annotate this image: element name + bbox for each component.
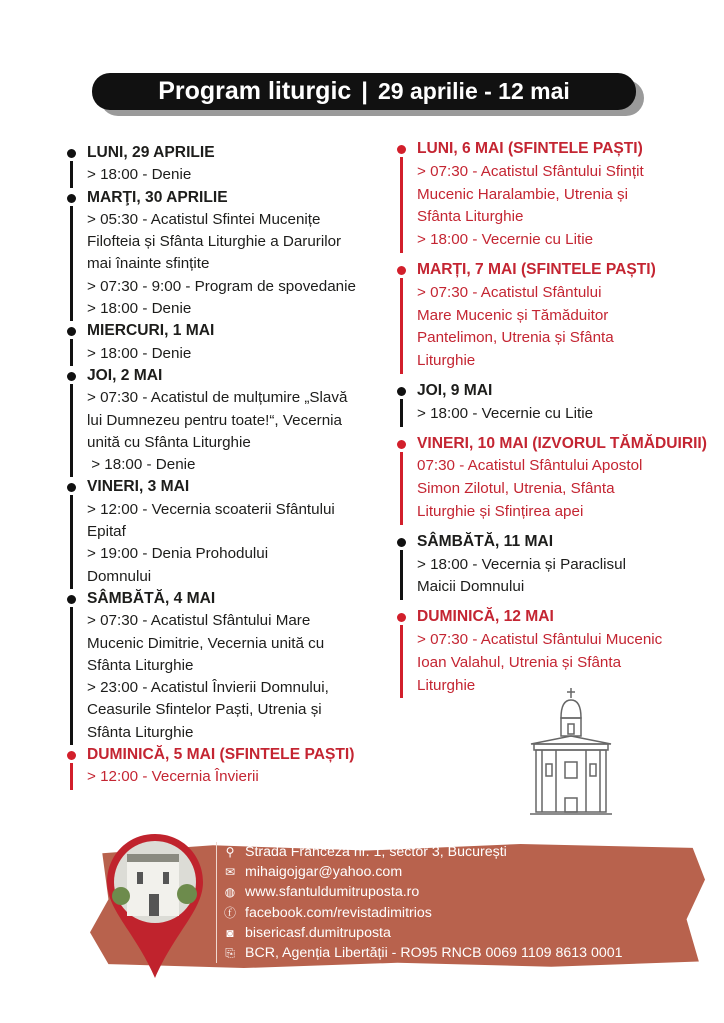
- service-line: > 07:30 - Acatistul Sfântului: [417, 283, 602, 301]
- service-line: > 07:30 - Acatistul Sfântului Mucenic: [417, 630, 663, 648]
- contact-item: [223, 842, 623, 862]
- day-header: LUNI, 6 MAI (SFINTELE PAȘTI): [417, 140, 643, 157]
- day-header: VINERI, 3 MAI: [87, 478, 190, 496]
- service-line: Ceasurile Sfintelor Paști, Utrenia și: [87, 701, 322, 719]
- service-line: Liturghie: [417, 676, 476, 694]
- day-header: MARŢI, 30 APRILIE: [87, 188, 228, 206]
- service-line: lui Dumnezeu pentru toate!“, Vecernia: [87, 411, 342, 429]
- service-line: > 07:30 - Acatistul Sfântului Mare: [87, 612, 311, 630]
- schedule-day: [394, 138, 714, 252]
- location-pin-icon: ⚲: [225, 845, 235, 859]
- map-pin-photo-icon: [105, 832, 205, 980]
- envelope-icon: ✉: [224, 865, 236, 880]
- schedule-day: [394, 259, 714, 373]
- service-line: > 18:00 - Denie: [87, 344, 192, 362]
- service-line: Liturghie: [417, 352, 476, 370]
- service-line: > 12:00 - Vecernia scoaterii Sfântului: [87, 500, 335, 518]
- contact-text: Strada Franceză nr. 1, sector 3, București: [245, 844, 507, 860]
- service-line: mai înainte sfințite: [87, 255, 210, 273]
- day-header: JOI, 9 MAI: [417, 381, 493, 399]
- service-line: > 18:00 - Denie: [87, 456, 196, 474]
- service-line: unită cu Sfânta Liturghie: [87, 433, 251, 451]
- service-line: > 18:00 - Denie: [87, 300, 192, 318]
- globe-icon: ◍: [224, 885, 236, 900]
- day-header: DUMINICĂ, 12 MAI: [417, 608, 554, 626]
- service-line: Pantelimon, Utrenia și Sfânta: [417, 329, 614, 347]
- service-line: > 19:00 - Denia Prohodului: [87, 545, 269, 563]
- day-header: VINERI, 10 MAI (IZVORUL TĂMĂDUIRII): [417, 434, 707, 452]
- contact-item: [223, 943, 623, 963]
- service-line: Sfânta Liturghie: [417, 208, 524, 226]
- page-title-banner: [92, 73, 636, 110]
- schedule-left-column: [64, 142, 394, 789]
- schedule-day: [64, 365, 394, 476]
- schedule-day: [394, 531, 714, 599]
- service-line: Liturghie și Sfințirea apei: [417, 502, 584, 520]
- day-header: DUMINICĂ, 5 MAI (SFINTELE PAȘTI): [87, 746, 355, 764]
- schedule-day: [64, 187, 394, 321]
- service-line: > 05:30 - Acatistul Sfintei Mucenițe: [87, 210, 321, 228]
- contact-list: [216, 842, 623, 963]
- day-header: SÂMBĂTĂ, 4 MAI: [87, 589, 216, 607]
- day-header: SÂMBĂTĂ, 11 MAI: [417, 532, 554, 550]
- service-line: Simon Zilotul, Utrenia, Sfânta: [417, 480, 615, 498]
- contact-text: BCR, Agenția Libertății - RO95 RNCB 0069 1109 8613 0001: [245, 945, 623, 962]
- service-line: Sfânta Liturghie: [87, 723, 194, 741]
- contact-text: mihaigojgar@yahoo.com: [245, 864, 403, 881]
- day-header: LUNI, 29 APRILIE: [87, 144, 215, 161]
- service-line: > 18:00 - Vecernie cu Litie: [417, 404, 594, 422]
- bank-icon: ⎘: [225, 946, 235, 961]
- service-line: > 18:00 - Vecernia și Paraclisul: [417, 555, 626, 573]
- service-line: Sfânta Liturghie: [87, 656, 194, 674]
- contact-item: [223, 862, 623, 882]
- contact-item: [223, 882, 623, 902]
- schedule-day: [64, 320, 394, 365]
- contact-text: bisericasf.dumitruposta: [245, 924, 391, 941]
- service-line: > 12:00 - Vecernia Învierii: [87, 768, 259, 786]
- church-illustration-icon: [528, 688, 614, 816]
- contact-footer: [90, 828, 710, 978]
- service-line: 07:30 - Acatistul Sfântului Apostol: [417, 457, 643, 475]
- page-title: Program liturgic: [158, 77, 352, 105]
- service-line: Mucenic Dimitrie, Vecernia unită cu: [87, 634, 325, 652]
- day-header: MARȚI, 7 MAI (SFINTELE PAȘTI): [417, 260, 656, 278]
- contact-text: facebook.com/revistadimitrios: [245, 904, 432, 921]
- service-line: > 18:00 - Denie: [87, 166, 192, 184]
- schedule-day: [394, 433, 714, 524]
- service-line: > 23:00 - Acatistul Învierii Domnului,: [87, 679, 329, 697]
- title-separator: |: [361, 77, 369, 105]
- date-range: 29 aprilie - 12 mai: [378, 78, 570, 104]
- service-line: Maicii Domnului: [417, 578, 525, 596]
- contact-item: [223, 923, 623, 943]
- schedule-day: [64, 476, 394, 587]
- schedule-day: [64, 588, 394, 744]
- service-line: Mare Mucenic și Tămăduitor: [417, 306, 609, 324]
- service-line: > 07:30 - Acatistul de mulțumire „Slavă: [87, 389, 348, 407]
- service-line: Domnului: [87, 567, 152, 585]
- schedule-right-column: [394, 138, 714, 704]
- service-line: Ioan Valahul, Utrenia și Sfânta: [417, 653, 622, 671]
- schedule-day: [64, 744, 394, 789]
- service-line: Mucenic Haralambie, Utrenia și: [417, 185, 629, 203]
- service-line: > 18:00 - Vecernie cu Litie: [417, 231, 594, 249]
- contact-item: [223, 903, 623, 923]
- service-line: Filofteia și Sfânta Liturghie a Darurilor: [87, 233, 342, 251]
- schedule-day: [394, 380, 714, 426]
- instagram-icon: ◙: [226, 925, 234, 940]
- contact-text: www.sfantuldumitruposta.ro: [245, 884, 420, 901]
- schedule-day: [394, 606, 714, 697]
- service-line: > 07:30 - Acatistul Sfântului Sfințit: [417, 162, 644, 180]
- day-header: MIERCURI, 1 MAI: [87, 322, 215, 340]
- service-line: > 07:30 - 9:00 - Program de spovedanie: [87, 277, 356, 295]
- schedule-day: [64, 142, 394, 187]
- day-header: JOI, 2 MAI: [87, 366, 163, 384]
- facebook-icon: ⓕ: [223, 905, 236, 920]
- service-line: Epitaf: [87, 523, 126, 541]
